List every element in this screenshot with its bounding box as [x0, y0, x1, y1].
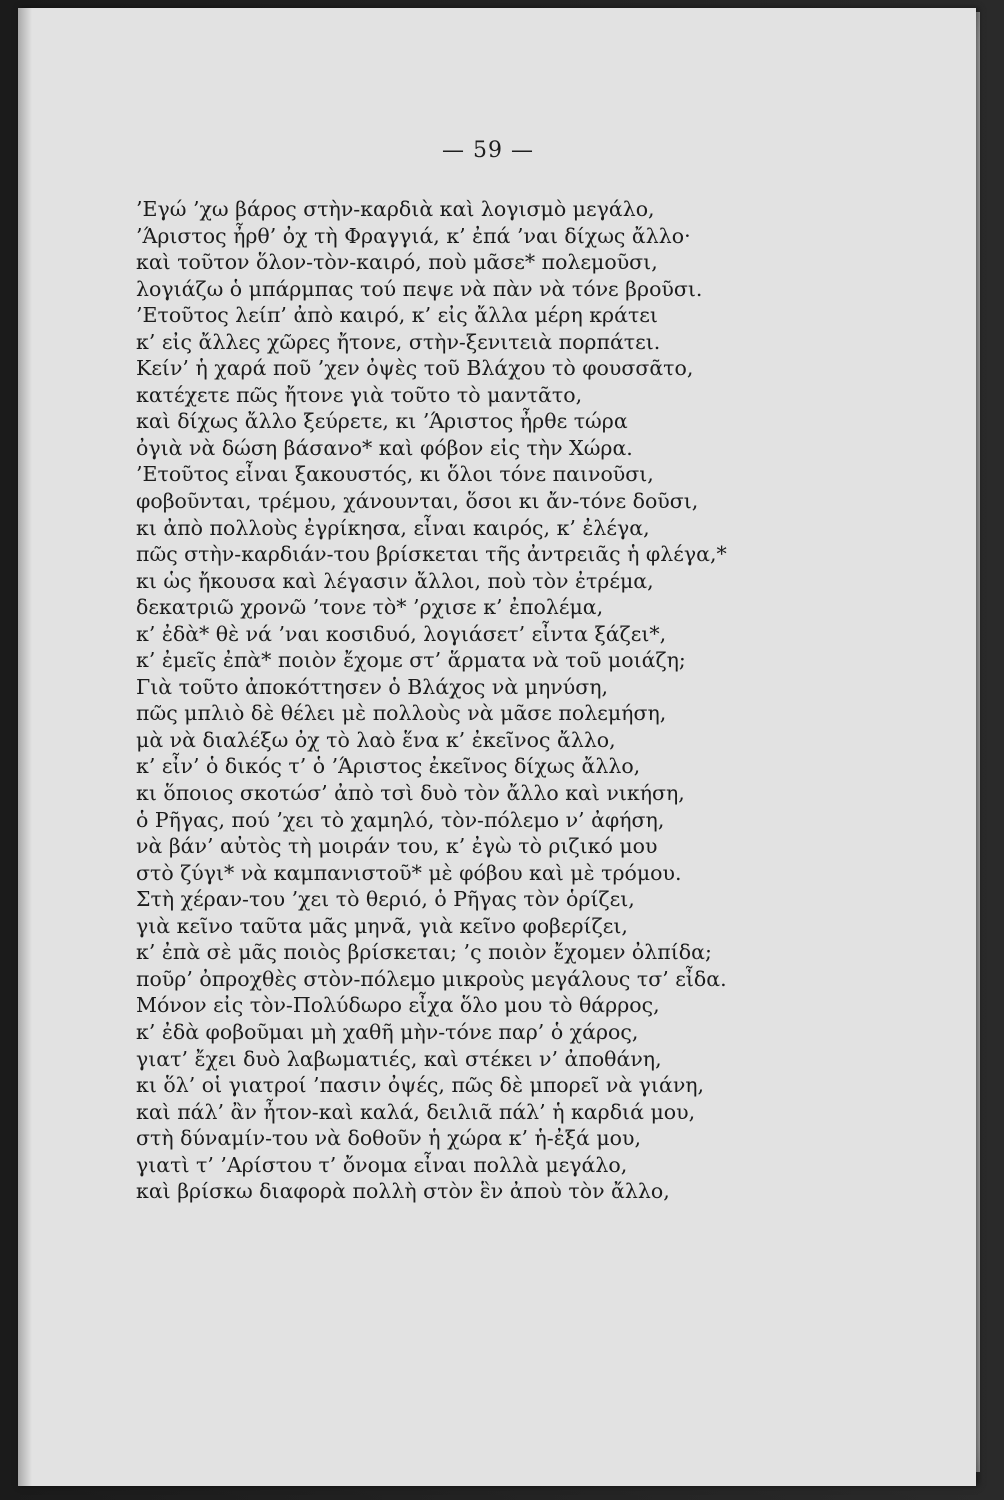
verse-line: καὶ τοῦτον ὅλον-τὸν-καιρό, ποὺ μᾶσε* πολεμοῦσι, [136, 250, 658, 275]
verse-line: κ’ ἐδὰ φοβοῦμαι μὴ χαθῆ μὴν-τόνε παρ’ ὁ χάρος, [136, 1019, 639, 1044]
verse-line: ’Ετοῦτος εἶναι ξακουστός, κι ὅλοι τόνε παινοῦσι, [136, 462, 654, 487]
verse-line: στὴ δύναμίν-του νὰ δοθοῦν ἡ χώρα κ’ ἡ-ἐξά μου, [136, 1126, 641, 1151]
book-page [18, 8, 976, 1486]
verse-line: ποῦρ’ ὀπροχθὲς στὸν-πόλεμο μικροὺς μεγάλους τσ’ εἶδα. [136, 966, 727, 991]
verse-line: νὰ βάν’ αὐτὸς τὴ μοιράν του, κ’ ἐγὼ τὸ ριζικό μου [136, 834, 658, 859]
verse-line: κι ὅποιος σκοτώσ’ ἀπὸ τσὶ δυὸ τὸν ἄλλο καὶ νικήση, [136, 781, 685, 806]
verse-line: κι ὡς ἤκουσα καὶ λέγασιν ἄλλοι, ποὺ τὸν ἐτρέμα, [136, 568, 654, 593]
verse-line: Γιὰ τοῦτο ἀποκόττησεν ὁ Βλάχος νὰ μηνύση, [136, 674, 609, 699]
verse-line: καὶ δίχως ἄλλο ξεύρετε, κι ’Άριστος ἦρθε τώρα [136, 409, 628, 434]
verse-line: μὰ νὰ διαλέξω ὀχ τὸ λαὸ ἕνα κ’ ἐκεῖνος ἄλλο, [136, 727, 616, 752]
verse-line: πῶς μπλιὸ δὲ θέλει μὲ πολλοὺς νὰ μᾶσε πολεμήση, [136, 701, 667, 726]
verse-line: κι ὅλ’ οἱ γιατροί ’πασιν ὀψές, πῶς δὲ μπορεῖ νὰ γιάνη, [136, 1073, 705, 1098]
verse-line: καὶ πάλ’ ἂν ἦτον-καὶ καλά, δειλιᾶ πάλ’ ἡ καρδιά μου, [136, 1099, 696, 1124]
verse-line: Κείν’ ἡ χαρά ποῦ ’χεν ὀψὲς τοῦ Βλάχου τὸ φουσσᾶτο, [136, 356, 694, 381]
verse-line: γιὰ κεῖνο ταῦτα μᾶς μηνᾶ, γιὰ κεῖνο φοβερίζει, [136, 913, 628, 938]
page-number: — 59 — [442, 138, 534, 163]
verse-line: καὶ βρίσκω διαφορὰ πολλὴ στὸν ἓν ἀποὺ τὸν ἄλλο, [136, 1179, 670, 1204]
page-gutter-shadow [18, 8, 32, 1486]
verse-line: κ’ ἐπὰ σὲ μᾶς ποιὸς βρίσκεται; ’ς ποιὸν ἔχομεν ὀλπίδα; [136, 940, 712, 965]
verse-line: γιατὶ τ’ ’Αρίστου τ’ ὄνομα εἶναι πολλὰ μεγάλο, [136, 1152, 628, 1177]
verse-line: δεκατριῶ χρονῶ ’τονε τὸ* ’ρχισε κ’ ἐπολέμα, [136, 595, 604, 620]
verse-line: Μόνον εἰς τὸν-Πολύδωρο εἶχα ὅλο μου τὸ θάρρος, [136, 993, 660, 1018]
verse-line: Στὴ χέραν-του ’χει τὸ θεριό, ὁ Ρῆγας τὸν ὁρίζει, [136, 887, 635, 912]
poem-text [136, 196, 776, 1205]
verse-line: ὁ Ρῆγας, πού ’χει τὸ χαμηλό, τὸν-πόλεμο ν’ ἀφήση, [136, 807, 665, 832]
verse-line: ’Άριστος ἦρθ’ ὀχ τὴ Φραγγιά, κ’ ἐπά ’ναι δίχως ἄλλο· [136, 223, 691, 248]
verse-line: κατέχετε πῶς ἤτονε γιὰ τοῦτο τὸ μαντᾶτο, [136, 382, 583, 407]
verse-line: κ’ εἰς ἄλλες χῶρες ἤτονε, στὴν-ξενιτειὰ πορπάτει. [136, 329, 661, 354]
verse-line: γιατ’ ἔχει δυὸ λαβωματιές, καὶ στέκει ν’ ἀποθάνη, [136, 1046, 662, 1071]
verse-line: κι ἀπὸ πολλοὺς ἐγρίκησα, εἶναι καιρός, κ’ ἐλέγα, [136, 515, 650, 540]
verse-line: ὀγιὰ νὰ δώση βάσανο* καὶ φόβον εἰς τὴν Χώρα. [136, 435, 633, 460]
verse-line: κ’ εἶν’ ὁ δικός τ’ ὁ ’Άριστος ἐκεῖνος δίχως ἄλλο, [136, 754, 641, 779]
verse-line: πῶς στὴν-καρδιάν-του βρίσκεται τῆς ἀντρειᾶς ἡ φλέγα,* [136, 542, 727, 567]
verse-line: κ’ ἐδὰ* θὲ νά ’ναι κοσιδυό, λογιάσετ’ εἶντα ξάζει*, [136, 621, 667, 646]
verse-line: φοβοῦνται, τρέμου, χάνουνται, ὅσοι κι ἄν-τόνε δοῦσι, [136, 489, 699, 514]
verse-line: κ’ ἐμεῖς ἐπὰ* ποιὸν ἔχομε στ’ ἅρματα νὰ τοῦ μοιάζη; [136, 648, 686, 673]
verse-line: ’Εγώ ’χω βάρος στὴν-καρδιὰ καὶ λογισμὸ μεγάλο, [136, 197, 655, 221]
verse-line: στὸ ζύγι* νὰ καμπανιστοῦ* μὲ φόβου καὶ μὲ τρόμου. [136, 860, 682, 885]
verse-line: λογιάζω ὁ μπάρμπας τού πεψε νὰ πὰν νὰ τόνε βροῦσι. [136, 276, 703, 301]
verse-line: ’Ετοῦτος λείπ’ ἀπὸ καιρό, κ’ εἰς ἄλλα μέρη κράτει [136, 303, 658, 328]
